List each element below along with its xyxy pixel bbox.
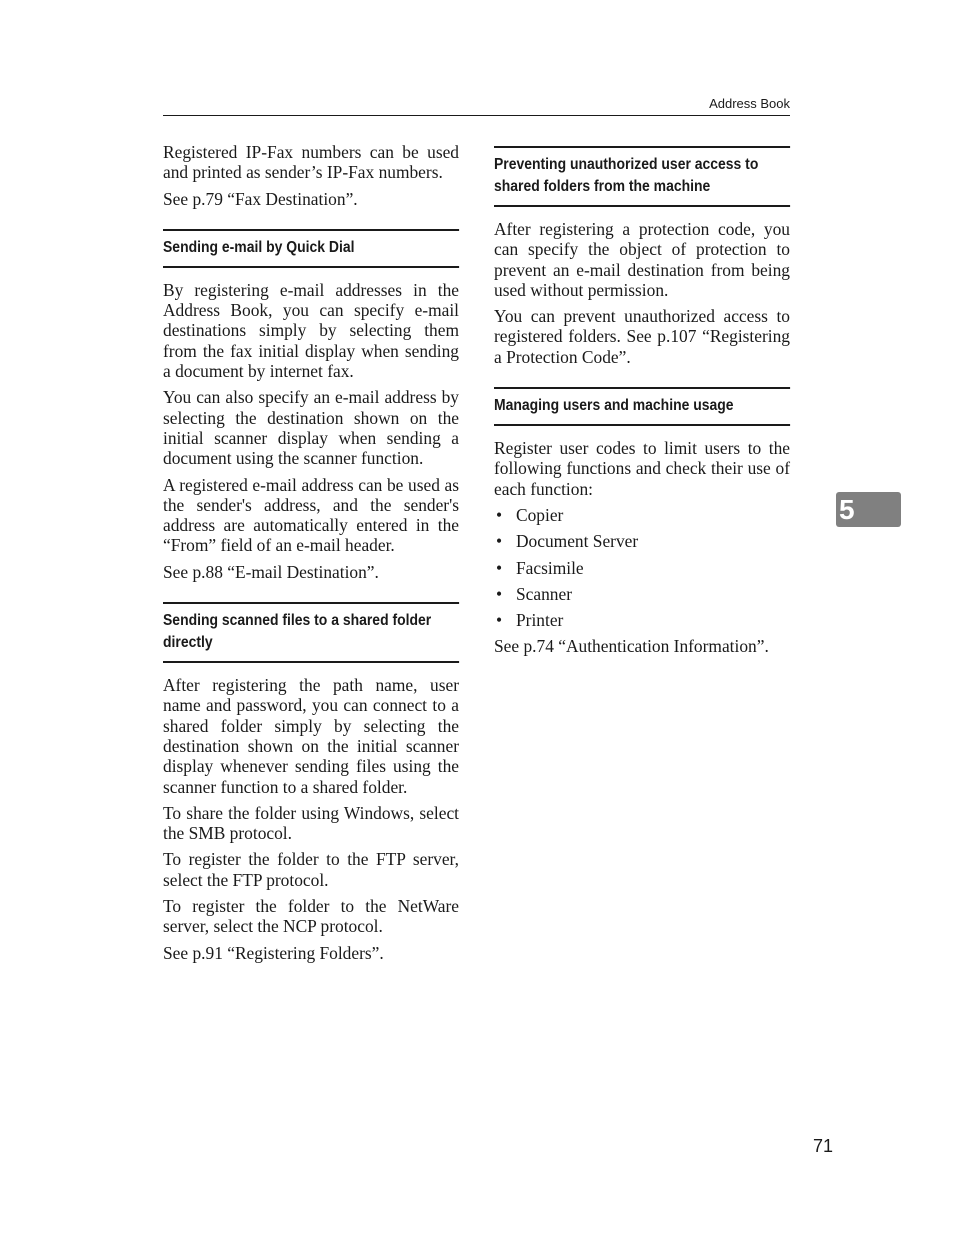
list-item-label: Printer xyxy=(516,610,564,631)
body-paragraph: By registering e-mail addresses in the Address Book, you can specify e-mail destinations simply by selecting them from the fax initial display when sending a document by internet fax. xyxy=(163,279,459,382)
page-number: 71 xyxy=(812,1136,833,1156)
list-item-label: Scanner xyxy=(516,583,573,604)
chapter-number: 5 xyxy=(839,494,855,525)
body-paragraph: After registering the path name, user name and password, you can connect to a shared folder simply by selecting the destination shown on the initial scanner display whenever sending files using the scanner function to a shared folder. xyxy=(163,675,459,797)
section-heading-protection xyxy=(494,146,790,207)
list-item xyxy=(494,531,790,551)
body-paragraph: Registered IP-Fax numbers can be used and printed as sender’s IP-Fax numbers. xyxy=(163,142,459,183)
cross-reference: See p.88 “E-mail Destination”. xyxy=(163,561,379,582)
list-item-label: Document Server xyxy=(516,531,639,552)
body-paragraph: To share the folder using Windows, select the SMB protocol. xyxy=(163,802,459,844)
list-item xyxy=(494,558,790,578)
section-heading-quick-dial xyxy=(163,229,459,268)
body-paragraph: To register the folder to the NetWare server, select the NCP protocol. xyxy=(163,896,459,937)
function-list xyxy=(494,505,790,630)
running-header xyxy=(163,96,790,116)
list-item-label: Copier xyxy=(516,504,564,525)
bullet-icon: • xyxy=(496,504,503,525)
body-paragraph: A registered e-mail address can be used as the sender's address, and the sender's address are automatically entered in the “From” field of an e-mail header. xyxy=(163,474,459,556)
running-header-title: Address Book xyxy=(709,96,790,111)
body-paragraph: You can prevent unauthorized access to registered folders. See p.107 “Registering a Protection Code”. xyxy=(494,306,790,367)
bullet-icon: • xyxy=(496,531,503,552)
cross-reference: See p.74 “Authentication Information”. xyxy=(494,636,769,657)
section-heading-user-management xyxy=(494,387,790,426)
body-paragraph: You can also specify an e-mail address by selecting the destination shown on the initial scanner display when sending a document using the scanner function. xyxy=(163,387,459,469)
cross-reference: See p.79 “Fax Destination”. xyxy=(163,188,358,209)
body-paragraph: After registering a protection code, you can specify the object of protection to prevent an e-mail destination from being used without permission. xyxy=(494,219,790,300)
section-heading-shared-folder xyxy=(163,602,459,663)
section-heading-line: directly xyxy=(163,634,213,652)
bullet-icon: • xyxy=(496,610,503,631)
cross-reference: See p.91 “Registering Folders”. xyxy=(163,942,384,963)
bullet-icon: • xyxy=(496,557,503,578)
left-column xyxy=(163,142,459,969)
section-heading-line: Preventing unauthorized user access to xyxy=(494,156,759,173)
chapter-tab xyxy=(836,492,901,527)
body-paragraph: Register user codes to limit users to the following functions and check their use of each function: xyxy=(494,438,790,499)
section-heading-line: shared folders from the machine xyxy=(494,178,711,195)
section-heading-text: Sending e-mail by Quick Dial xyxy=(163,238,355,256)
list-item-label: Facsimile xyxy=(516,557,584,578)
bullet-icon: • xyxy=(496,583,503,604)
right-column xyxy=(494,146,790,663)
section-heading-line: Sending scanned files to a shared folder xyxy=(163,612,432,630)
list-item xyxy=(494,505,790,525)
list-item xyxy=(494,610,790,630)
body-paragraph: To register the folder to the FTP server, select the FTP protocol. xyxy=(163,849,459,890)
list-item xyxy=(494,584,790,604)
section-heading-text: Managing users and machine usage xyxy=(494,397,734,415)
